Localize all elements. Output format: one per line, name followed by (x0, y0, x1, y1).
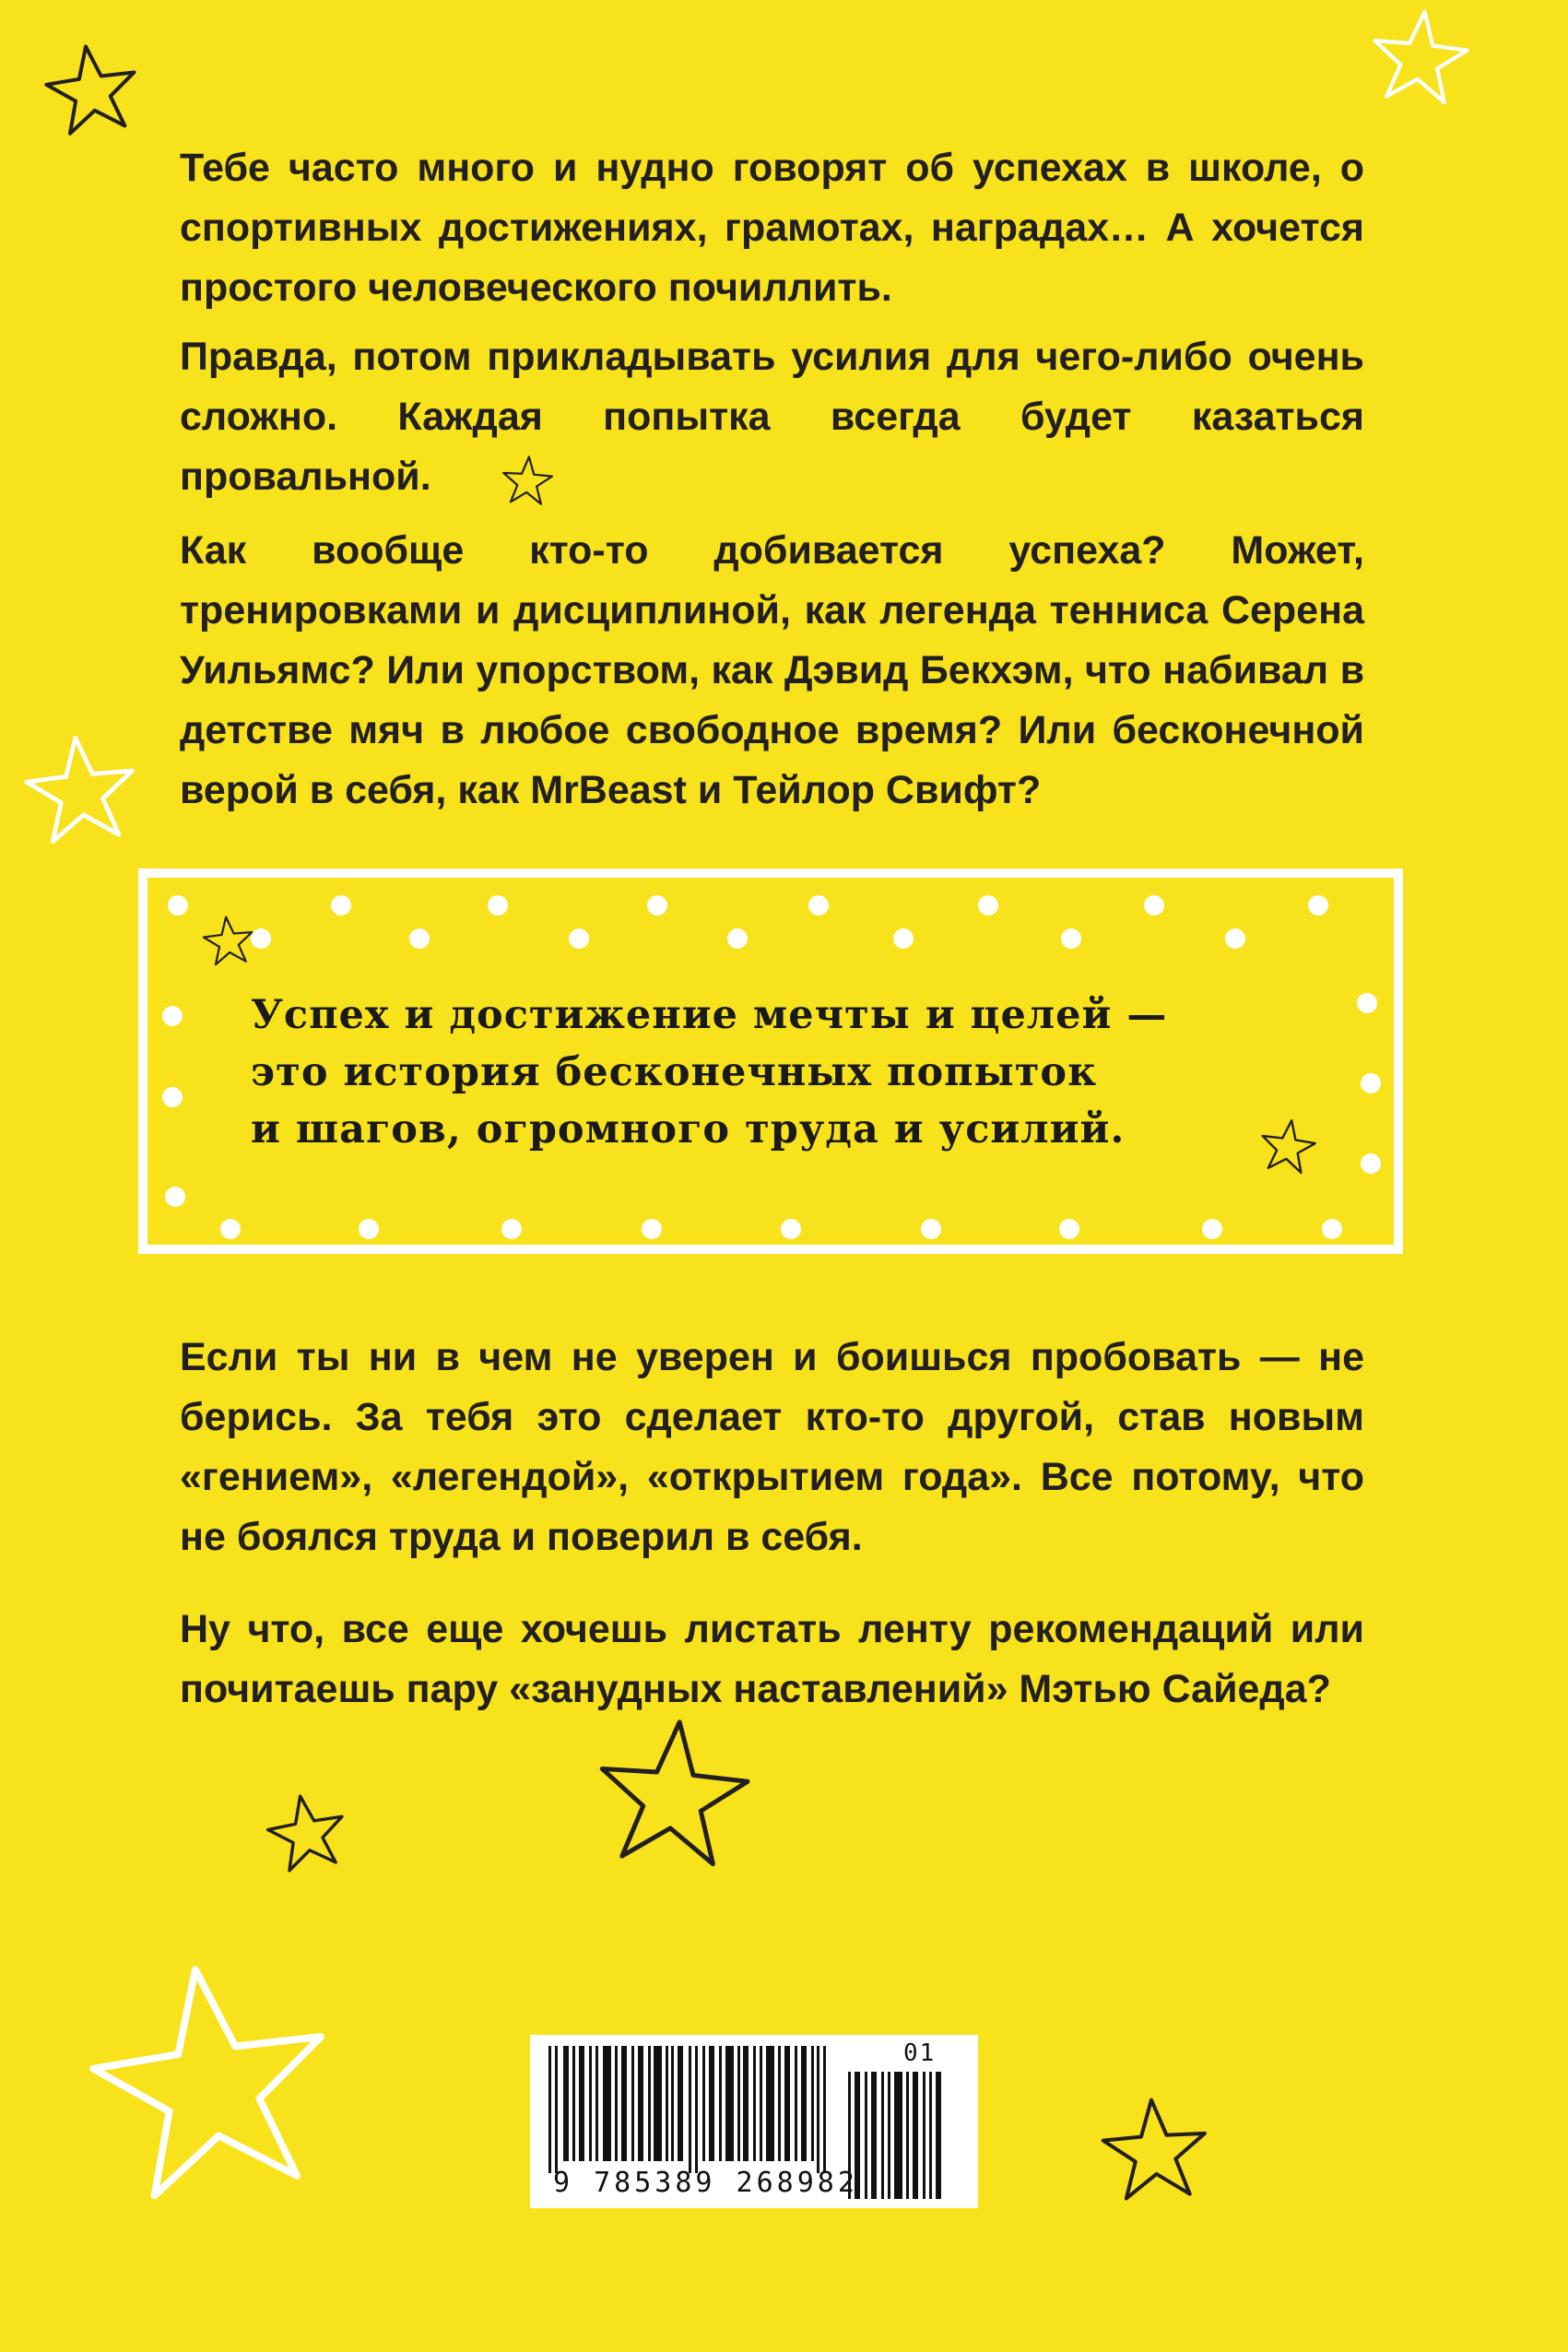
star-icon (1369, 7, 1470, 105)
star-icon (81, 1954, 339, 2202)
paragraph-effort: Правда, потом прикладывать усилия для чего-либо очень сложно. Каждая попытка всегда будет казаться провальной. (180, 335, 1364, 499)
star-icon (1101, 2097, 1208, 2200)
paragraph-dont-try: Если ты ни в чем не уверен и боишься пробовать — не берись. За тебя это сделает кто-то другой, став новым «гением», «легендой», «открытием года». Все потому, что не боялся труда и поверил в себя. (180, 1335, 1364, 1559)
star-icon (42, 41, 142, 136)
paragraph-closing: Ну что, все еще хочешь листать ленту рекомендаций или почитаешь пару «занудных наставлений» Мэтью Сайеда? (180, 1607, 1364, 1711)
star-icon (22, 732, 138, 844)
paragraph-intro: Тебе часто много и нудно говорят об успехах в школе, о спортивных достижениях, грамотах, наградах… А хочется простого человеческого почиллить. (180, 146, 1364, 310)
star-icon (595, 1716, 752, 1866)
isbn-number: 9 785389 268982 (553, 2167, 858, 2199)
barcode-addon-number: 01 (903, 2039, 937, 2067)
paragraph-success-examples: Как вообще кто-то добивается успеха? Может, тренировками и дисциплиной, как легенда тенниса Серена Уильямс? Или упорством, как Дэвид Бекхэм, что набивал в детстве мяч в любое свободное время? Или бесконечной верой в себя, как MrBeast и Тейлор Свифт? (180, 528, 1364, 812)
highlight-quote: Успех и достижение мечты и целей — это история бесконечных попыток и шагов, огромного труда и усилий. (251, 992, 1168, 1152)
star-icon (263, 1790, 349, 1873)
